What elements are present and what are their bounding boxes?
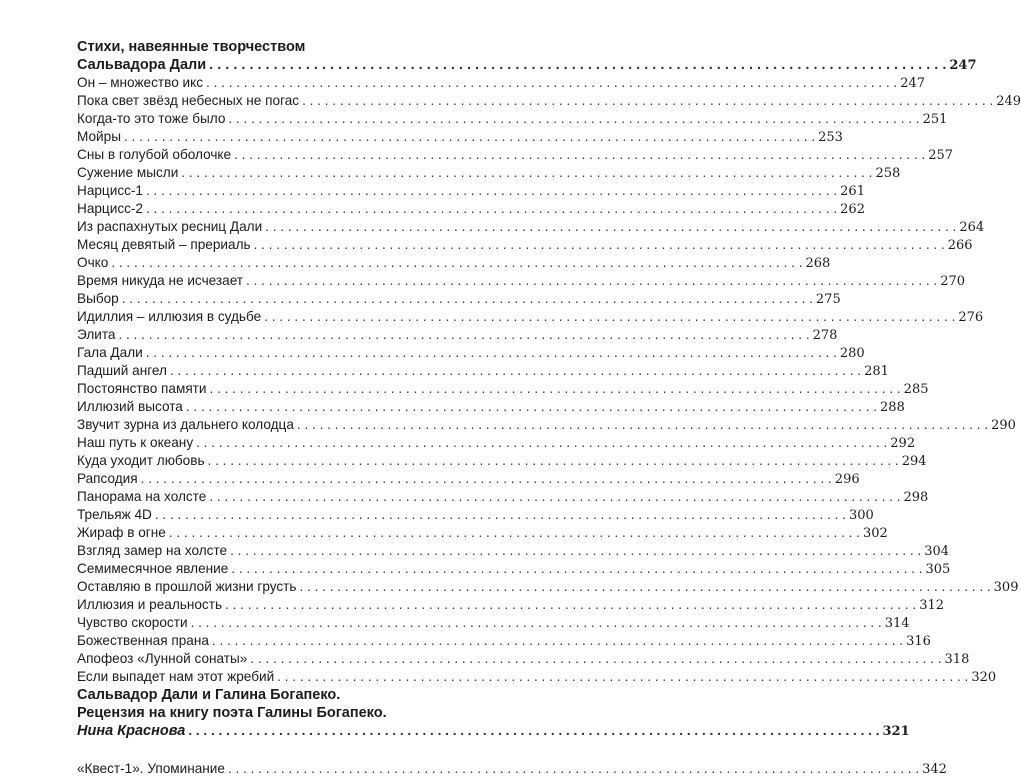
dot-leader [122,290,813,308]
entry-title: Взгляд замер на холсте [77,543,228,558]
entry-title: Рапсодия [77,471,138,486]
dot-leader [228,760,919,778]
entry-title: Звучит зурна из дальнего колодца [77,417,294,432]
entry-title: Сужение мысли [77,165,179,180]
dot-leader [210,380,901,398]
toc-entry [77,362,889,380]
dot-leader [254,236,945,254]
entry-title: Оставляю в прошлой жизни грусть [77,579,297,594]
entry-title: Нина Краснова [77,723,186,739]
dot-leader [124,128,815,146]
dot-leader [264,308,955,326]
entry-page: 280 [839,346,865,361]
entry-title: Когда-то это тоже было [77,111,226,126]
dot-leader [230,542,921,560]
dot-leader [265,218,956,236]
toc-entry [77,560,951,578]
entry-page: 296 [834,472,860,487]
dot-leader [206,74,897,92]
toc-entry [77,506,874,524]
toc-entry [77,146,954,164]
entry-title: Божественная прана [77,633,209,648]
entry-title: Чувство скорости [77,615,188,630]
entry-title: Жираф в огне [77,525,166,540]
dot-leader [188,722,879,740]
entry-title: Мойры [77,129,121,144]
dot-leader [146,182,837,200]
entry-page: 247 [900,76,926,91]
toc-entry [77,308,984,326]
dot-leader [225,596,916,614]
toc-entry [77,380,929,398]
entry-title: Куда уходит любовь [77,453,205,468]
entry-list [77,74,1021,686]
spacer [77,740,527,760]
entry-page: 292 [890,436,916,451]
toc-entry [77,596,945,614]
entry-page: 342 [922,762,947,777]
entry-page: 294 [901,454,927,469]
entry-page: 266 [947,238,973,253]
toc-entry [77,470,860,488]
section-entry [77,56,977,74]
table-of-contents [77,38,1021,778]
toc-entry [77,110,948,128]
entry-title: Пока свет звёзд небесных не погас [77,93,300,108]
toc-entry [77,614,910,632]
entry-title: Выбор [77,291,119,306]
toc-entry [77,326,838,344]
dot-leader [169,524,860,542]
review-entry [77,722,910,740]
entry-page: 285 [903,382,929,397]
toc-entry [77,416,1016,434]
dot-leader [209,488,900,506]
toc-entry [77,236,973,254]
toc-entry [77,434,916,452]
entry-page: 290 [991,418,1016,433]
toc-entry [77,650,970,668]
review-heading-1: Сальвадор Дали и Галина Богапеко. [77,687,341,703]
entry-title: Если выпадет нам этот жребий [77,669,275,684]
toc-entry [77,74,926,92]
dot-leader [277,668,968,686]
entry-page: 309 [993,580,1019,595]
entry-title: Панорама на холсте [77,489,207,504]
dot-leader [141,470,832,488]
entry-page: 304 [924,544,950,559]
entry-page: 288 [880,400,905,415]
entry-title: Из распахнутых ресниц Дали [77,219,263,234]
dot-leader [300,578,991,596]
entry-title: Наш путь к океану [77,435,194,450]
entry-title: Постоянство памяти [77,381,207,396]
dot-leader [250,650,941,668]
toc-entry [77,290,841,308]
entry-page: 298 [903,490,929,505]
toc-entry [77,218,985,236]
toc-entry [77,524,888,542]
toc-entry [77,668,997,686]
toc-entry [77,542,950,560]
entry-page: 320 [971,670,997,685]
entry-title: Сальвадора Дали [77,57,207,73]
entry-page: 253 [818,130,843,145]
review-heading-2: Рецензия на книгу поэта Галины Богапеко. [77,705,387,721]
dot-leader [209,56,946,74]
entry-page: 300 [849,508,874,523]
entry-title: Семимесячное явление [77,561,229,576]
dot-leader [186,398,877,416]
entry-title: Идиллия – иллюзия в судьбе [77,309,262,324]
dot-leader [111,254,802,272]
dot-leader [297,416,988,434]
entry-page: 249 [996,94,1021,109]
dot-leader [234,146,925,164]
entry-page: 278 [812,328,838,343]
entry-title: Апофеоз «Лунной сонаты» [77,651,248,666]
entry-page: 262 [840,202,865,217]
entry-page: 257 [928,148,954,163]
dot-leader [191,614,882,632]
toc-entry [77,452,927,470]
toc-entry [77,128,843,146]
entry-page: 261 [840,184,865,199]
entry-page: 270 [940,274,966,289]
section-heading: Стихи, навеянные творчеством [77,39,306,55]
entry-title: Иллюзия и реальность [77,597,223,612]
dot-leader [228,110,919,128]
entry-page: 316 [906,634,931,649]
entry-title: Месяц девятый – прериаль [77,237,251,252]
entry-title: Иллюзий высота [77,399,183,414]
dot-leader [231,560,922,578]
entry-title: Очко [77,255,109,270]
dot-leader [181,164,872,182]
entry-page: 318 [944,652,970,667]
toc-entry [77,488,929,506]
dot-leader [155,506,846,524]
entry-page: 276 [958,310,984,325]
entry-page: 281 [864,364,889,379]
dot-leader [212,632,903,650]
entry-title: Сны в голубой оболочке [77,147,232,162]
entry-title: Время никуда не исчезает [77,273,244,288]
dot-leader [118,326,809,344]
entry-page: 251 [922,112,948,127]
dot-leader [146,200,837,218]
toc-entry [77,632,931,650]
entry-title: Трельяж 4D [77,507,152,522]
toc-entry [77,164,901,182]
entry-page: 314 [884,616,910,631]
entry-title: Гала Дали [77,345,143,360]
entry-page: 258 [875,166,901,181]
dot-leader [208,452,899,470]
entry-title: «Квест-1». Упоминание [77,761,225,776]
dot-leader [146,344,837,362]
dot-leader [196,434,887,452]
toc-entry [77,182,865,200]
toc-entry [77,92,1021,110]
entry-page: 321 [882,724,910,739]
entry-title: Нарцисс-1 [77,183,143,198]
entry-page: 247 [949,58,977,73]
toc-entry [77,200,865,218]
dot-leader [302,92,993,110]
toc-entry [77,578,1019,596]
entry-title: Он – множество икс [77,75,204,90]
entry-title: Элита [77,327,116,342]
toc-entry [77,272,966,290]
toc-entry [77,254,831,272]
entry-title: Нарцисс-2 [77,201,143,216]
entry-page: 275 [815,292,841,307]
appendix-entry [77,760,947,778]
dot-leader [246,272,937,290]
entry-page: 312 [919,598,945,613]
entry-page: 302 [862,526,888,541]
entry-page: 268 [805,256,831,271]
dot-leader [170,362,861,380]
toc-entry [77,344,865,362]
entry-page: 264 [959,220,985,235]
entry-title: Падший ангел [77,363,167,378]
entry-page: 305 [925,562,951,577]
toc-entry [77,398,905,416]
